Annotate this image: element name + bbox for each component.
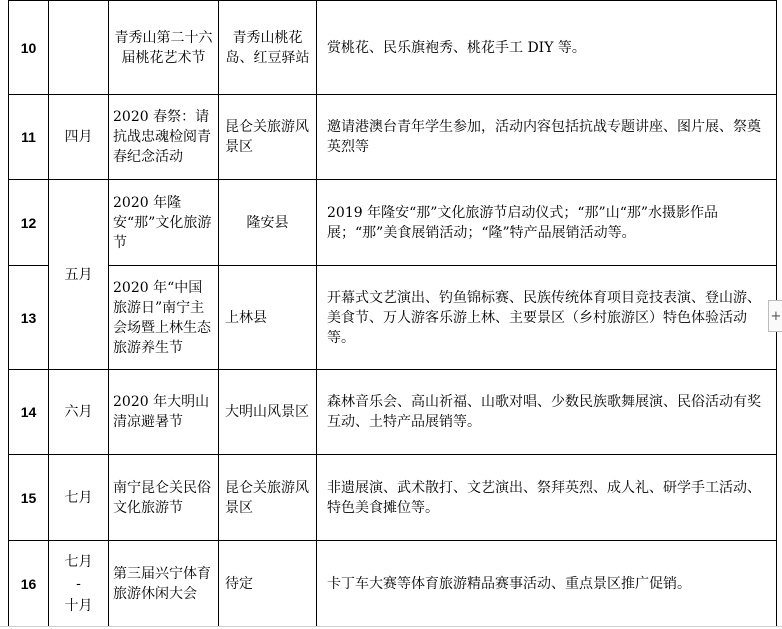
event-content: 2019 年隆安“那”文化旅游节启动仪式；“那”山“那”水摄影作品展；“那”美食展销活动；“隆”特产品展销活动等。: [317, 180, 777, 266]
event-place: 青秀山桃花岛、红豆驿站: [219, 1, 317, 95]
month-cell: [49, 541, 109, 627]
row-number: 16: [9, 541, 49, 627]
event-name: 2020 年隆安“那”文化旅游节: [109, 180, 219, 266]
event-place: 大明山风景区: [219, 370, 317, 455]
add-row-handle[interactable]: +: [768, 300, 782, 332]
table-row: [9, 541, 777, 627]
table-row: [9, 266, 777, 370]
table-row: [9, 180, 777, 266]
page-edge: [0, 626, 782, 627]
month-end: 十月: [64, 597, 93, 614]
row-number: 15: [9, 455, 49, 541]
month-dash: -: [76, 575, 81, 592]
event-name: 南宁昆仑关民俗文化旅游节: [109, 455, 219, 541]
event-content: 森林音乐会、高山祈福、山歌对唱、少数民族歌舞展演、民俗活动有奖互动、土特产品展销等。: [317, 370, 777, 455]
event-place: 待定: [219, 541, 317, 627]
events-table: [8, 0, 777, 627]
event-name: 第三届兴宁体育旅游休闲大会: [109, 541, 219, 627]
month-cell: 六月: [49, 370, 109, 455]
event-name: 2020 年大明山清凉避暑节: [109, 370, 219, 455]
month-cell: [49, 1, 109, 95]
row-number: 12: [9, 180, 49, 266]
event-place: 昆仑关旅游风景区: [219, 455, 317, 541]
event-name: 2020 春祭：请抗战忠魂检阅青春纪念活动: [109, 95, 219, 180]
event-name: 青秀山第二十六届桃花艺术节: [109, 1, 219, 95]
event-place: 隆安县: [219, 180, 317, 266]
month-cell: 七月: [49, 455, 109, 541]
event-place: 上林县: [219, 266, 317, 370]
row-number: 13: [9, 266, 49, 370]
table-row: [9, 1, 777, 95]
row-number: 10: [9, 1, 49, 95]
month-cell: 五月: [49, 180, 109, 370]
month-cell: 四月: [49, 95, 109, 180]
month-range: [53, 551, 104, 617]
event-content: 卡丁车大赛等体育旅游精品赛事活动、重点景区推广促销。: [317, 541, 777, 627]
event-content: 非遗展演、武术散打、文艺演出、祭拜英烈、成人礼、研学手工活动、特色美食摊位等。: [317, 455, 777, 541]
month-start: 七月: [64, 553, 93, 570]
event-place: 昆仑关旅游风景区: [219, 95, 317, 180]
event-content: 邀请港澳台青年学生参加，活动内容包括抗战专题讲座、图片展、祭奠英烈等: [317, 95, 777, 180]
table-row: [9, 95, 777, 180]
table-row: [9, 455, 777, 541]
table-row: [9, 370, 777, 455]
row-number: 11: [9, 95, 49, 180]
event-content: 开幕式文艺演出、钓鱼锦标赛、民族传统体育项目竞技表演、登山游、美食节、万人游客乐游上林、主要景区（乡村旅游区）特色体验活动等。: [317, 266, 777, 370]
row-number: 14: [9, 370, 49, 455]
event-content: 赏桃花、民乐旗袍秀、桃花手工 DIY 等。: [317, 1, 777, 95]
event-name: 2020 年“中国旅游日”南宁主会场暨上林生态旅游养生节: [109, 266, 219, 370]
